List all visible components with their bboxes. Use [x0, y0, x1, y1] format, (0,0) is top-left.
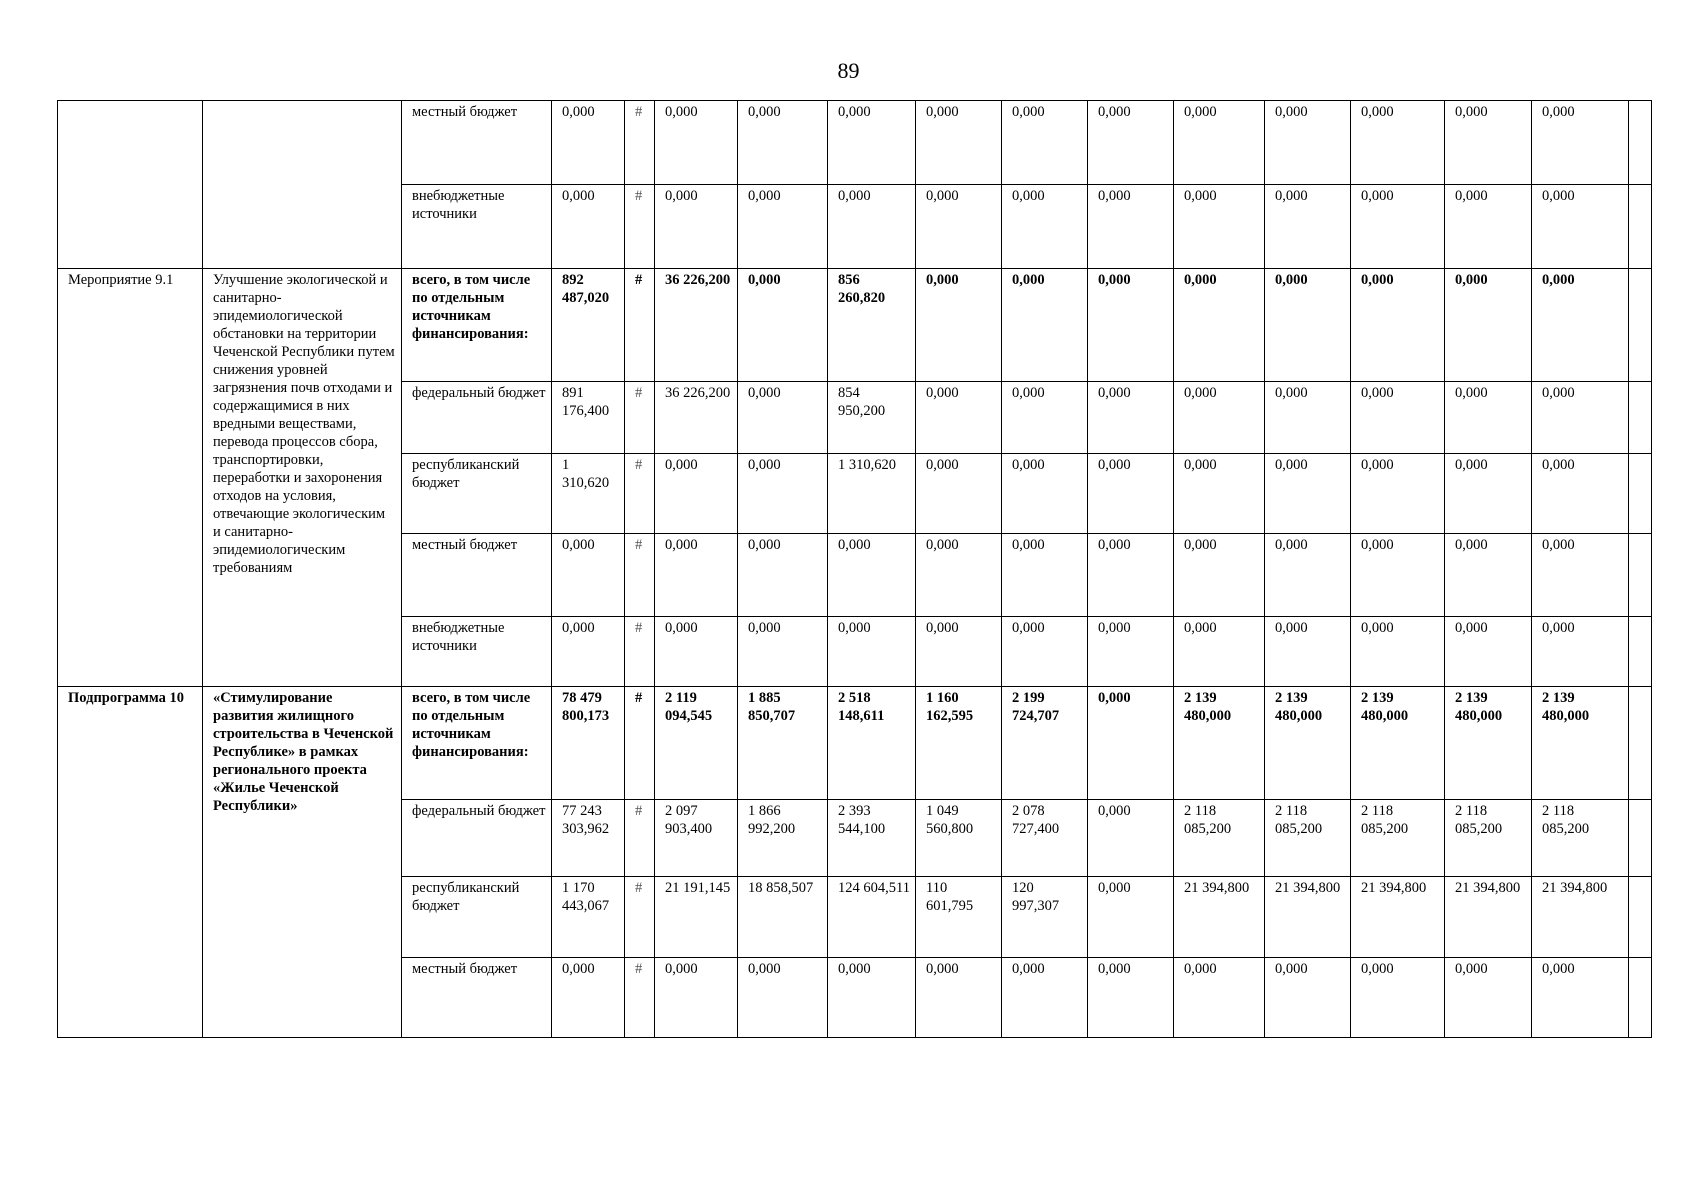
year-value: 2 518 148,611 [828, 687, 916, 800]
year-value: 21 394,800 [1265, 877, 1351, 958]
year-value: 0,000 [1088, 185, 1174, 269]
total-value: 0,000 [552, 534, 625, 617]
year-value: 0,000 [1351, 101, 1445, 185]
year-value: 0,000 [1532, 617, 1629, 687]
total-value: 0,000 [552, 617, 625, 687]
year-value: 0,000 [1174, 958, 1265, 1038]
year-value: 0,000 [916, 958, 1002, 1038]
year-value: 36 226,200 [655, 382, 738, 454]
funding-source: федеральный бюджет [402, 382, 552, 454]
funding-source: местный бюджет [402, 101, 552, 185]
year-value: 0,000 [1445, 101, 1532, 185]
year-value: 2 118 085,200 [1265, 800, 1351, 877]
funding-source: республиканский бюджет [402, 454, 552, 534]
page-number: 89 [837, 58, 860, 83]
year-value: 2 139 480,000 [1265, 687, 1351, 800]
year-value: 2 118 085,200 [1532, 800, 1629, 877]
year-value: 0,000 [1445, 958, 1532, 1038]
year-value: 0,000 [828, 185, 916, 269]
year-value: 0,000 [738, 101, 828, 185]
funding-source: внебюджетные источники [402, 185, 552, 269]
year-value: 0,000 [916, 269, 1002, 382]
year-value: 0,000 [1174, 269, 1265, 382]
year-value: 854 950,200 [828, 382, 916, 454]
year-value: 0,000 [1265, 958, 1351, 1038]
year-value: 0,000 [828, 101, 916, 185]
hash-marker: # [625, 454, 655, 534]
year-value: 0,000 [1532, 101, 1629, 185]
year-value: 0,000 [1088, 800, 1174, 877]
year-value: 0,000 [1088, 958, 1174, 1038]
empty-cell [1629, 687, 1652, 800]
year-value: 0,000 [1445, 534, 1532, 617]
year-value: 0,000 [655, 534, 738, 617]
year-value: 0,000 [738, 617, 828, 687]
year-value: 21 394,800 [1445, 877, 1532, 958]
empty-cell [1629, 454, 1652, 534]
funding-source: республиканский бюджет [402, 877, 552, 958]
empty-cell [1629, 382, 1652, 454]
hash-marker: # [625, 687, 655, 800]
year-value: 21 191,145 [655, 877, 738, 958]
measure-description: «Стимулирование развития жилищного строительства в Чеченской Республике» в рамках регионального проекта «Жилье Чеченской Республики» [203, 687, 402, 1038]
year-value: 120 997,307 [1002, 877, 1088, 958]
year-value: 0,000 [738, 382, 828, 454]
year-value: 0,000 [1445, 454, 1532, 534]
year-value: 2 139 480,000 [1532, 687, 1629, 800]
year-value: 0,000 [1002, 185, 1088, 269]
empty-cell [1629, 101, 1652, 185]
year-value: 0,000 [1174, 185, 1265, 269]
total-value: 891 176,400 [552, 382, 625, 454]
year-value: 110 601,795 [916, 877, 1002, 958]
year-value: 2 078 727,400 [1002, 800, 1088, 877]
year-value: 0,000 [828, 958, 916, 1038]
year-value: 21 394,800 [1532, 877, 1629, 958]
year-value: 0,000 [1265, 269, 1351, 382]
total-value: 78 479 800,173 [552, 687, 625, 800]
year-value: 21 394,800 [1351, 877, 1445, 958]
year-value: 2 393 544,100 [828, 800, 916, 877]
year-value: 0,000 [1351, 269, 1445, 382]
funding-source: всего, в том числе по отдельным источникам финансирования: [402, 269, 552, 382]
year-value: 0,000 [655, 101, 738, 185]
table-row [58, 687, 1652, 800]
year-value: 0,000 [1002, 454, 1088, 534]
year-value: 0,000 [1002, 617, 1088, 687]
empty-cell [1629, 617, 1652, 687]
year-value: 0,000 [1532, 454, 1629, 534]
year-value: 0,000 [1088, 382, 1174, 454]
year-value: 0,000 [1174, 454, 1265, 534]
year-value: 1 049 560,800 [916, 800, 1002, 877]
year-value: 0,000 [1088, 269, 1174, 382]
hash-marker: # [625, 534, 655, 617]
year-value: 2 139 480,000 [1351, 687, 1445, 800]
year-value: 0,000 [1445, 269, 1532, 382]
year-value: 0,000 [916, 454, 1002, 534]
hash-marker: # [625, 101, 655, 185]
hash-marker: # [625, 185, 655, 269]
budget-table [57, 100, 1652, 1038]
year-value: 0,000 [1088, 454, 1174, 534]
funding-source: федеральный бюджет [402, 800, 552, 877]
year-value: 0,000 [1002, 534, 1088, 617]
hash-marker: # [625, 958, 655, 1038]
funding-source: всего, в том числе по отдельным источникам финансирования: [402, 687, 552, 800]
measure-label [58, 101, 203, 269]
empty-cell [1629, 958, 1652, 1038]
year-value: 0,000 [1002, 269, 1088, 382]
year-value: 0,000 [1532, 958, 1629, 1038]
year-value: 0,000 [1351, 617, 1445, 687]
year-value: 0,000 [1174, 617, 1265, 687]
empty-cell [1629, 269, 1652, 382]
total-value: 1 310,620 [552, 454, 625, 534]
year-value: 1 866 992,200 [738, 800, 828, 877]
year-value: 2 199 724,707 [1002, 687, 1088, 800]
measure-label: Мероприятие 9.1 [58, 269, 203, 687]
year-value: 0,000 [1532, 269, 1629, 382]
year-value: 0,000 [1174, 101, 1265, 185]
year-value: 0,000 [916, 534, 1002, 617]
funding-source: местный бюджет [402, 534, 552, 617]
table-row [58, 269, 1652, 382]
year-value: 0,000 [1088, 534, 1174, 617]
year-value: 0,000 [1088, 687, 1174, 800]
year-value: 0,000 [1532, 382, 1629, 454]
empty-cell [1629, 185, 1652, 269]
year-value: 0,000 [1265, 534, 1351, 617]
year-value: 0,000 [1265, 101, 1351, 185]
year-value: 0,000 [1088, 617, 1174, 687]
year-value: 2 118 085,200 [1351, 800, 1445, 877]
table-row [58, 101, 1652, 185]
hash-marker: # [625, 617, 655, 687]
year-value: 0,000 [916, 382, 1002, 454]
year-value: 0,000 [1351, 382, 1445, 454]
year-value: 2 139 480,000 [1174, 687, 1265, 800]
year-value: 0,000 [1265, 617, 1351, 687]
year-value: 36 226,200 [655, 269, 738, 382]
hash-marker: # [625, 800, 655, 877]
year-value: 0,000 [1174, 534, 1265, 617]
measure-label: Подпрограмма 10 [58, 687, 203, 1038]
year-value: 0,000 [738, 958, 828, 1038]
year-value: 21 394,800 [1174, 877, 1265, 958]
year-value: 0,000 [738, 454, 828, 534]
total-value: 77 243 303,962 [552, 800, 625, 877]
year-value: 0,000 [1351, 534, 1445, 617]
total-value: 0,000 [552, 185, 625, 269]
measure-description: Улучшение экологической и санитарно-эпидемиологической обстановки на территории Чеченской Республики путем снижения уровней загрязнения почв отходами и содержащимися в них вредными веществами, перевода процессов сбора, транспортировки, переработки и захоронения отходов на условия, отвечающие экологическим и санитарно-эпидемиологическим требованиям [203, 269, 402, 687]
year-value: 0,000 [1351, 185, 1445, 269]
year-value: 0,000 [1174, 382, 1265, 454]
year-value: 0,000 [655, 454, 738, 534]
year-value: 2 118 085,200 [1174, 800, 1265, 877]
year-value: 0,000 [738, 534, 828, 617]
year-value: 0,000 [916, 617, 1002, 687]
year-value: 0,000 [1002, 101, 1088, 185]
year-value: 0,000 [1265, 185, 1351, 269]
year-value: 1 160 162,595 [916, 687, 1002, 800]
year-value: 0,000 [1445, 382, 1532, 454]
year-value: 1 310,620 [828, 454, 916, 534]
total-value: 1 170 443,067 [552, 877, 625, 958]
year-value: 0,000 [828, 534, 916, 617]
year-value: 0,000 [828, 617, 916, 687]
year-value: 856 260,820 [828, 269, 916, 382]
year-value: 1 885 850,707 [738, 687, 828, 800]
funding-source: местный бюджет [402, 958, 552, 1038]
hash-marker: # [625, 877, 655, 958]
year-value: 18 858,507 [738, 877, 828, 958]
empty-cell [1629, 877, 1652, 958]
empty-cell [1629, 534, 1652, 617]
year-value: 0,000 [1351, 958, 1445, 1038]
hash-marker: # [625, 382, 655, 454]
year-value: 2 119 094,545 [655, 687, 738, 800]
year-value: 0,000 [738, 269, 828, 382]
year-value: 0,000 [1265, 382, 1351, 454]
year-value: 0,000 [1351, 454, 1445, 534]
year-value: 2 118 085,200 [1445, 800, 1532, 877]
hash-marker: # [625, 269, 655, 382]
year-value: 124 604,511 [828, 877, 916, 958]
total-value: 892 487,020 [552, 269, 625, 382]
year-value: 0,000 [655, 958, 738, 1038]
year-value: 0,000 [1002, 958, 1088, 1038]
year-value: 0,000 [1002, 382, 1088, 454]
year-value: 2 097 903,400 [655, 800, 738, 877]
year-value: 0,000 [1265, 454, 1351, 534]
budget-table-body [58, 101, 1652, 1038]
year-value: 0,000 [655, 617, 738, 687]
year-value: 0,000 [738, 185, 828, 269]
year-value: 0,000 [1445, 617, 1532, 687]
measure-description [203, 101, 402, 269]
year-value: 0,000 [655, 185, 738, 269]
year-value: 0,000 [1445, 185, 1532, 269]
empty-cell [1629, 800, 1652, 877]
year-value: 0,000 [1532, 185, 1629, 269]
year-value: 0,000 [916, 185, 1002, 269]
year-value: 0,000 [916, 101, 1002, 185]
total-value: 0,000 [552, 958, 625, 1038]
year-value: 2 139 480,000 [1445, 687, 1532, 800]
total-value: 0,000 [552, 101, 625, 185]
year-value: 0,000 [1088, 877, 1174, 958]
funding-source: внебюджетные источники [402, 617, 552, 687]
year-value: 0,000 [1532, 534, 1629, 617]
year-value: 0,000 [1088, 101, 1174, 185]
